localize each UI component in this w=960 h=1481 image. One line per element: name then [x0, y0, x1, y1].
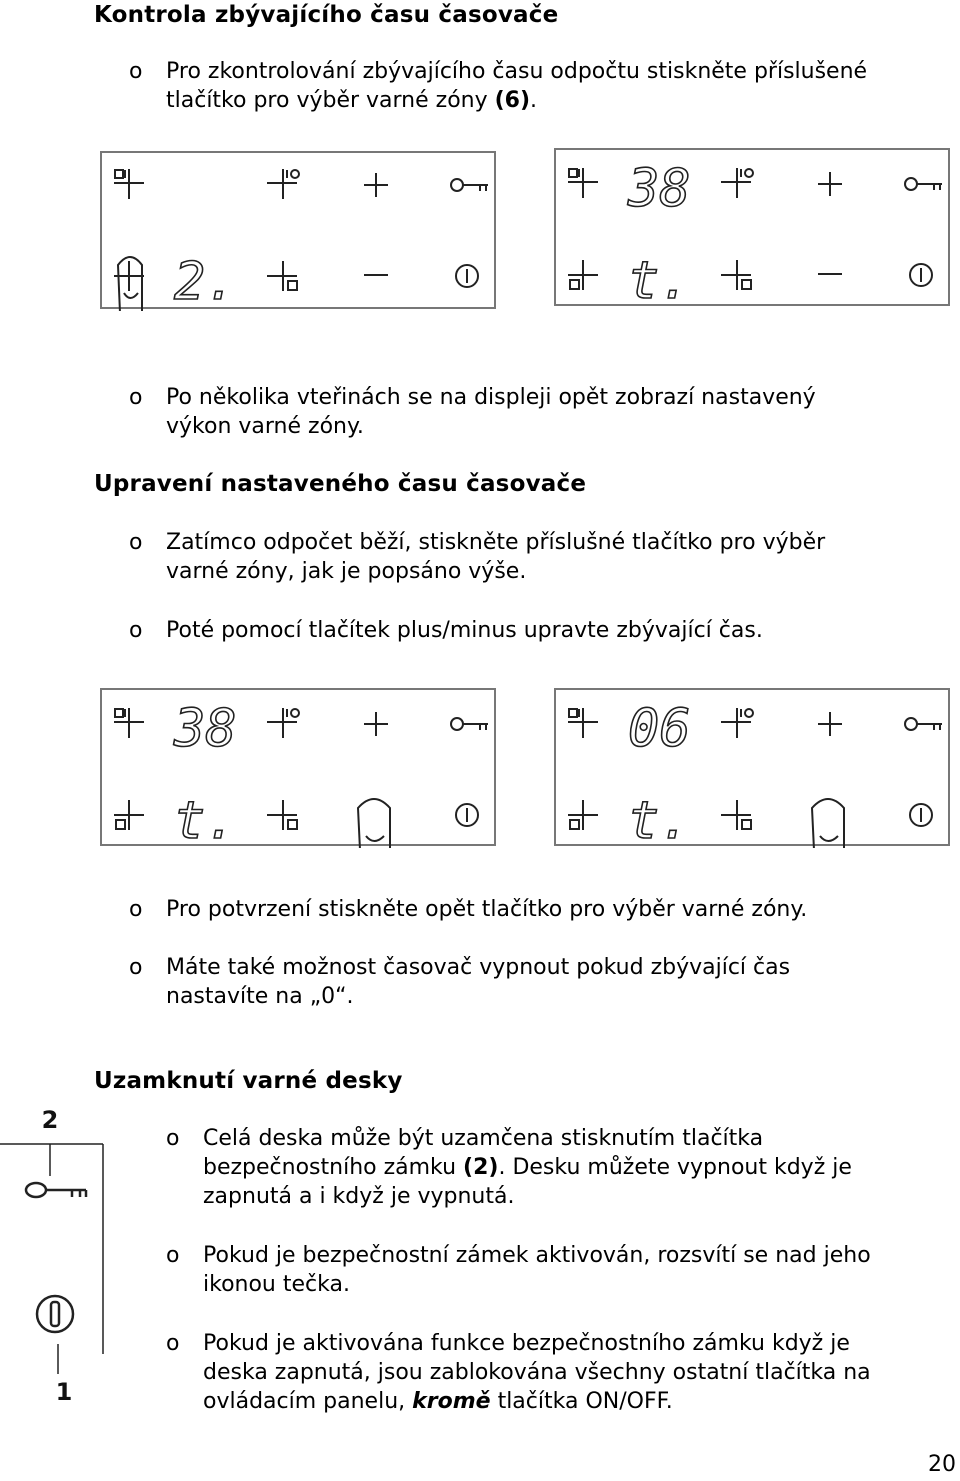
- bullet-marker: o: [166, 1243, 180, 1268]
- plus-icon: [364, 712, 388, 736]
- control-panel-figure-3: [100, 688, 496, 846]
- text-line: Pro zkontrolování zbývajícího času odpočtu stiskněte příslušené: [166, 59, 868, 84]
- timer-adjust-item-1: [166, 528, 959, 586]
- timer-adjust-item-4: [166, 953, 959, 1011]
- zone-icon-top-right: [721, 168, 753, 198]
- text-line: varné zóny, jak je popsáno výše.: [166, 559, 527, 584]
- bullet-marker: o: [129, 897, 143, 922]
- bullet-marker: o: [166, 1126, 180, 1151]
- bullet-marker: o: [129, 385, 143, 410]
- control-panel-figure-1: [100, 151, 496, 309]
- section-heading-timer-adjust: Upravení nastaveného času časovače: [94, 471, 587, 497]
- text-span: . Desku můžete vypnout když je: [498, 1155, 852, 1180]
- zone-icon-bottom-right: [267, 800, 297, 830]
- plus-icon: [818, 712, 842, 736]
- bullet-marker: o: [129, 59, 143, 84]
- power-icon: [910, 264, 932, 286]
- label-1: 1: [55, 1378, 73, 1404]
- timer-check-item-2: [166, 383, 959, 441]
- bold-emphasis: [412, 1389, 490, 1414]
- top-display: 38: [174, 699, 237, 759]
- zone-icon-bottom-left: [114, 800, 144, 830]
- bold-ref: (6): [494, 88, 531, 113]
- timer-adjust-item-2: Poté pomocí tlačítek plus/minus upravte zbývající čas.: [166, 618, 763, 643]
- text-line: deska zapnutá, jsou zablokována všechny ostatní tlačítka na: [203, 1360, 871, 1385]
- key-icon: [451, 179, 488, 191]
- text-line: Zatímco odpočet běží, stiskněte příslušné tlačítko pro výběr: [166, 530, 826, 555]
- zone-icon-bottom-right: [721, 260, 751, 290]
- zone-icon-top-right: [721, 708, 753, 738]
- zone-icon-top-left: [568, 708, 598, 738]
- text-line: [166, 86, 959, 115]
- finger-pointer-icon: [358, 799, 390, 848]
- plus-icon: [364, 173, 388, 197]
- text-line: Pokud je bezpečnostní zámek aktivován, rozsvítí se nad jeho: [203, 1243, 871, 1268]
- page-number: 20: [928, 1452, 956, 1477]
- zone-icon-bottom-left: [568, 260, 598, 290]
- section-heading-lock: Uzamknutí varné desky: [94, 1068, 403, 1094]
- text-span: ovládacím panelu,: [203, 1389, 413, 1414]
- power-icon: [456, 804, 478, 826]
- lock-power-diagram: [0, 1104, 110, 1408]
- lock-item-3: [203, 1329, 959, 1416]
- control-panel-figure-4: [554, 688, 950, 846]
- text-line: výkon varné zóny.: [166, 414, 364, 439]
- text-line: ikonou tečka.: [203, 1272, 350, 1297]
- text-span: tlačítko pro výběr varné zóny: [166, 88, 495, 113]
- text-line: Po několika vteřinách se na displeji opět zobrazí nastavený: [166, 385, 816, 410]
- text-line: nastavíte na „0“.: [166, 984, 354, 1009]
- zone-icon-bottom-right: [721, 800, 751, 830]
- text-line: Máte také možnost časovač vypnout pokud zbývající čas: [166, 955, 791, 980]
- zone-icon-top-right: [267, 708, 299, 738]
- power-icon: [456, 265, 478, 287]
- plus-icon: [818, 172, 842, 196]
- power-icon: [37, 1296, 73, 1332]
- top-display: 38: [628, 159, 691, 219]
- control-panel-figure-2: [554, 148, 950, 306]
- text-line: zapnutá a i když je vypnutá.: [203, 1184, 515, 1209]
- zone-icon-top-left: [568, 168, 598, 198]
- label-2: 2: [41, 1106, 59, 1134]
- text-line: Pokud je aktivována funkce bezpečnostního zámku když je: [203, 1331, 850, 1356]
- bottom-display: t.: [174, 791, 237, 848]
- bottom-display: 2.: [174, 252, 237, 311]
- bullet-marker: o: [129, 530, 143, 555]
- zone-icon-bottom-right: [267, 261, 297, 291]
- section-heading-timer-check: Kontrola zbývajícího času časovače: [94, 2, 559, 28]
- bullet-marker: o: [129, 955, 143, 980]
- timer-check-item-1: [166, 57, 959, 115]
- text-line: [203, 1153, 959, 1182]
- text-span: .: [530, 88, 538, 113]
- finger-pointer-icon: [812, 799, 844, 848]
- text-span: tlačítka ON/OFF.: [490, 1389, 673, 1414]
- zone-icon-bottom-left: [568, 800, 598, 830]
- zone-icon-top-right: [267, 169, 299, 199]
- text-line: Celá deska může být uzamčena stisknutím tlačítka: [203, 1126, 764, 1151]
- key-icon: [451, 718, 488, 730]
- italic-emphasis: kromě: [412, 1389, 491, 1414]
- top-display: 06: [628, 699, 691, 759]
- zone-icon-top-left: [114, 708, 144, 738]
- bullet-marker: o: [166, 1331, 180, 1356]
- bullet-marker: o: [129, 618, 143, 643]
- key-icon: [26, 1183, 86, 1197]
- power-icon: [910, 804, 932, 826]
- bottom-display: t.: [628, 791, 691, 848]
- zone-icon-top-left: [114, 169, 144, 199]
- bottom-display: t.: [628, 251, 691, 308]
- key-icon: [905, 718, 942, 730]
- lock-item-1: [203, 1124, 959, 1211]
- timer-adjust-item-3: Pro potvrzení stiskněte opět tlačítko pro výběr varné zóny.: [166, 897, 808, 922]
- bold-ref: (2): [463, 1155, 499, 1180]
- key-icon: [905, 178, 942, 190]
- lock-item-2: [203, 1241, 959, 1299]
- text-span: bezpečnostního zámku: [203, 1155, 464, 1180]
- text-line: [203, 1387, 959, 1416]
